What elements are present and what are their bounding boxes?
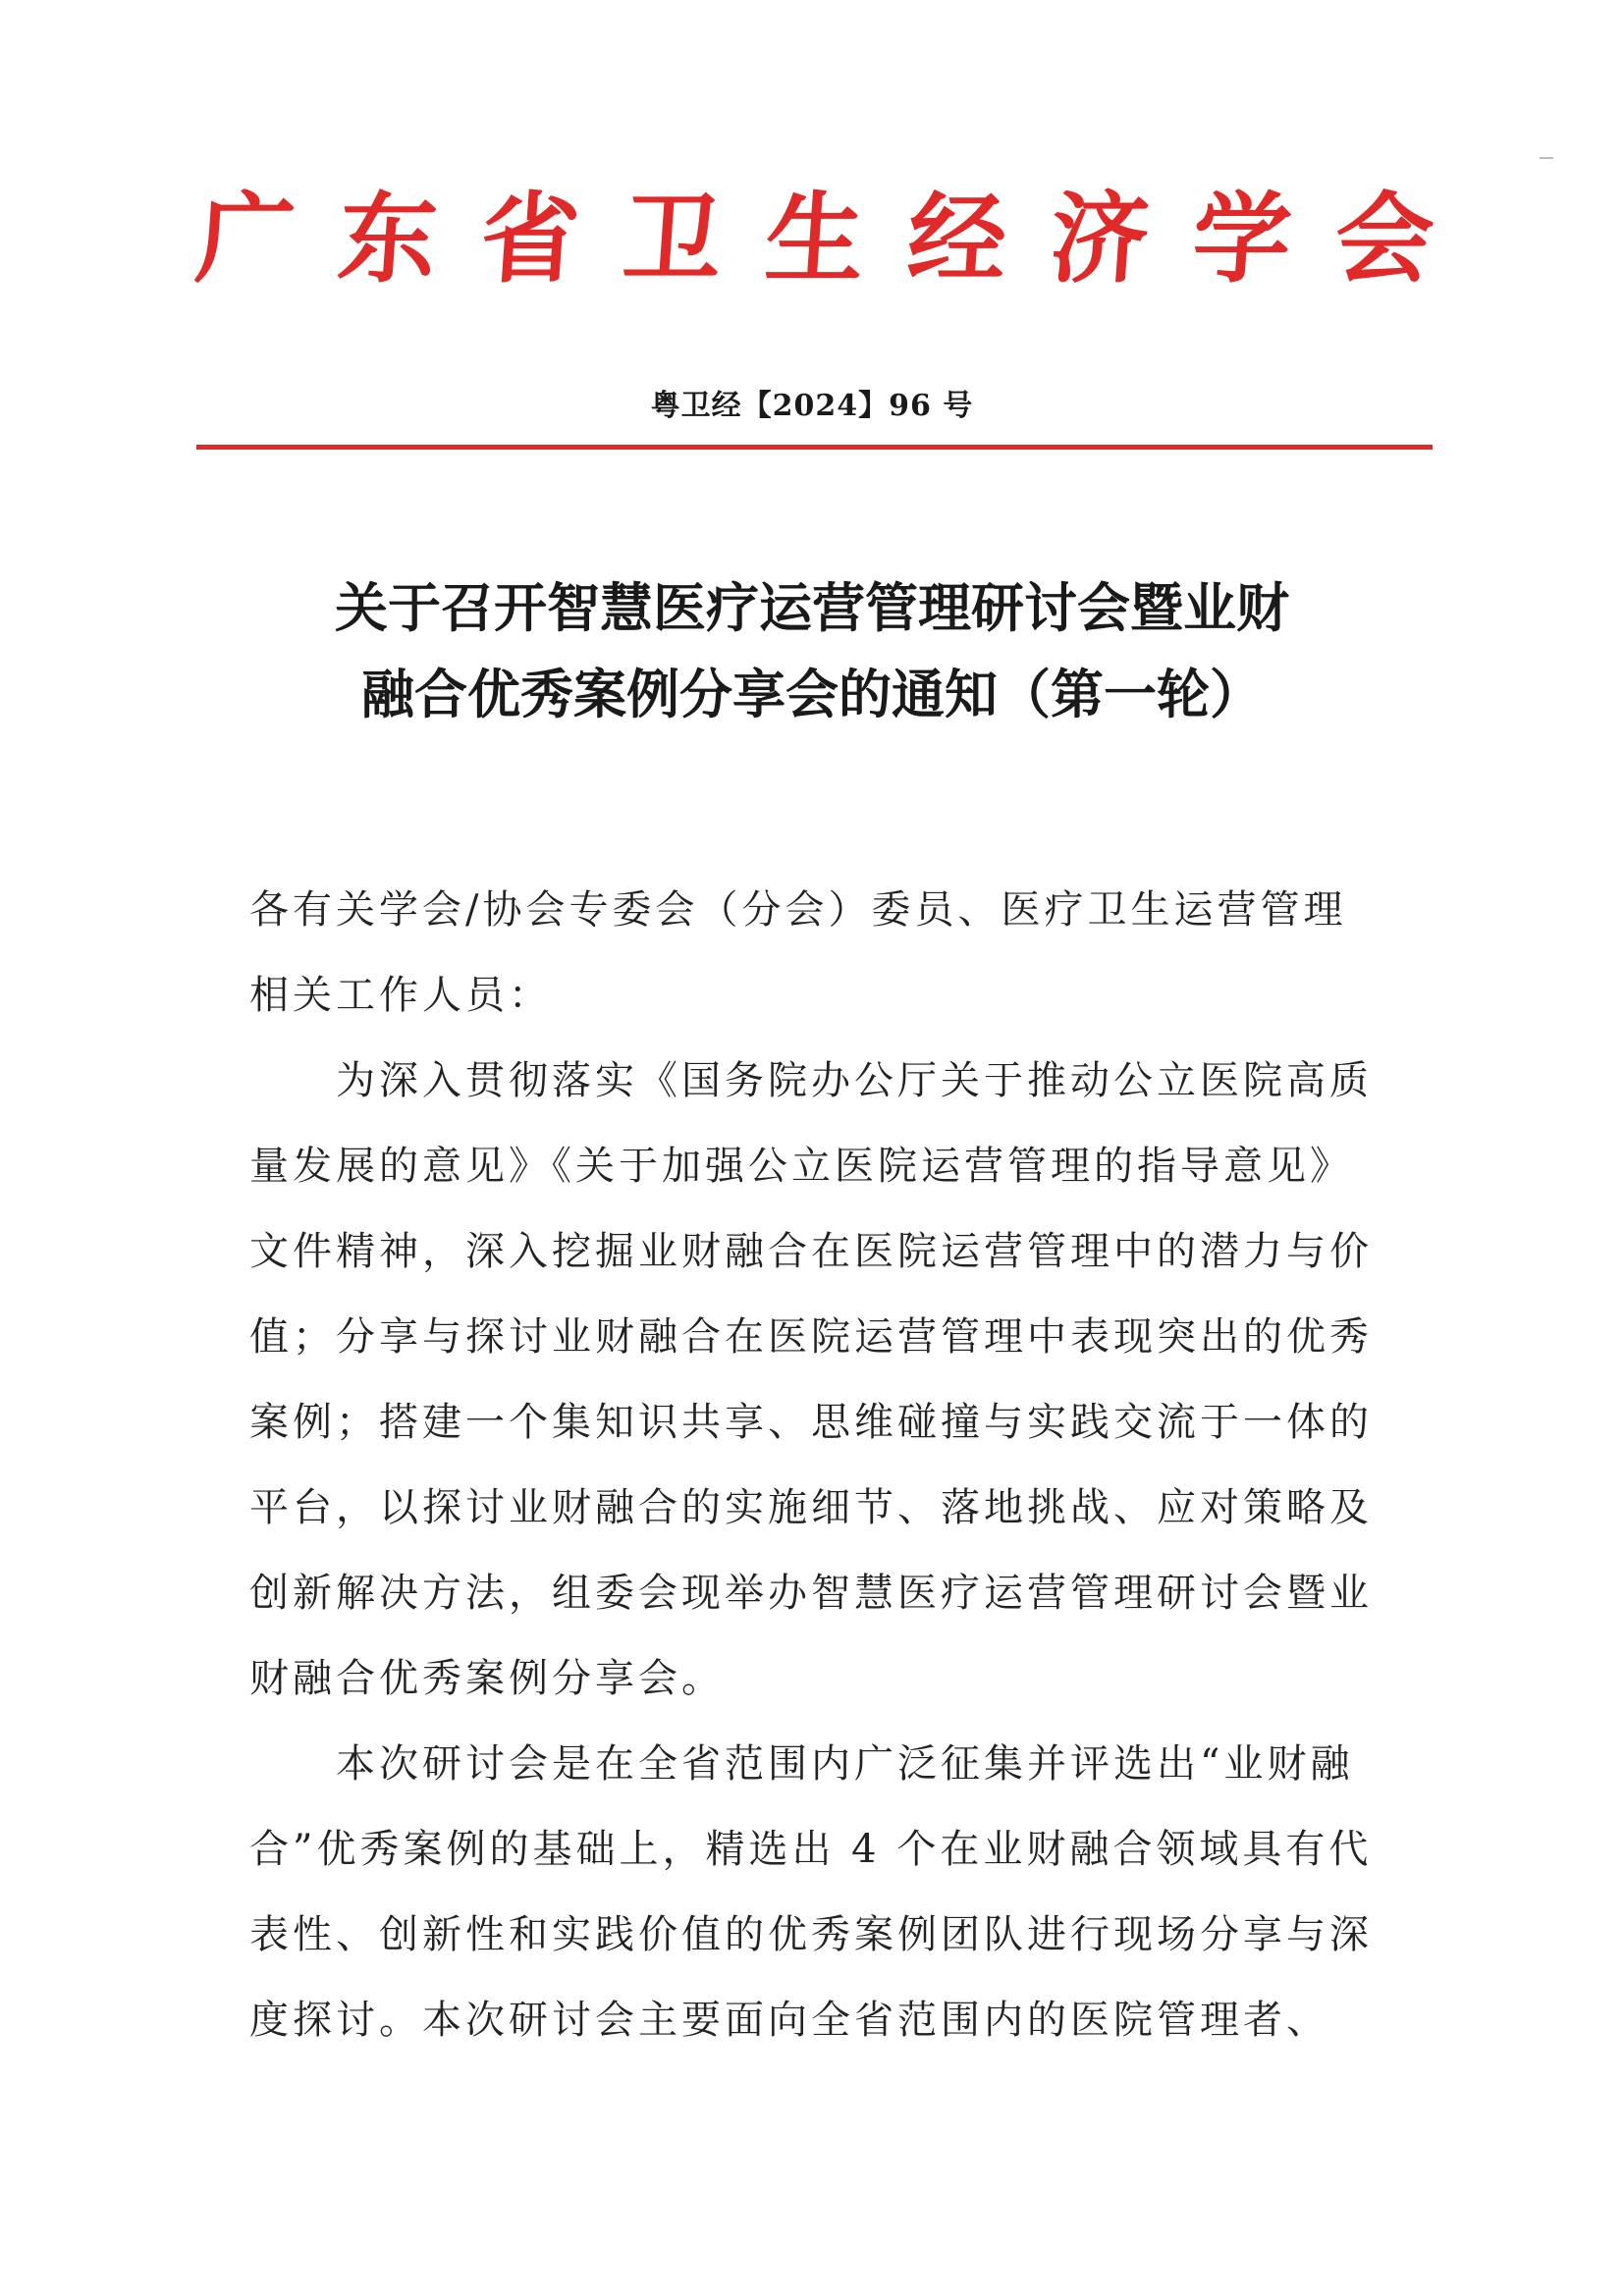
org-header-char: 卫 <box>619 181 727 296</box>
org-header-char: 济 <box>1046 181 1154 296</box>
title-line-2: 融合优秀案例分享会的通知（第一轮） <box>361 664 1263 725</box>
red-divider-rule <box>196 445 1433 450</box>
body-paragraph-2: 本次研讨会是在全省范围内广泛征集并评选出“业财融合”优秀案例的基础上，精选出 4 个在业财融合领域具有代表性、创新性和实践价值的优秀案例团队进行现场分享与深度探讨。本次研讨会主要面向全省范围内的医院管理者、 <box>249 1741 1373 2043</box>
org-header-char: 广 <box>191 181 299 296</box>
org-header-char: 东 <box>334 181 442 296</box>
salutation: 各有关学会/协会专委会（分会）委员、医疗卫生运营管理相关工作人员： <box>249 887 1347 1018</box>
title-line-1: 关于召开智慧医疗运营管理研讨会暨业财 <box>335 577 1289 639</box>
org-header-char: 省 <box>476 181 584 296</box>
org-header-char: 会 <box>1330 181 1438 296</box>
document-number: 粤卫经【2024】96 号 <box>650 389 974 423</box>
org-header-char: 学 <box>1188 181 1296 296</box>
org-header-char: 经 <box>903 181 1011 296</box>
org-header-char: 生 <box>761 181 869 296</box>
org-header-title <box>191 175 1438 302</box>
document-body <box>249 868 1388 2063</box>
corner-mark <box>1540 157 1553 159</box>
body-paragraph-1: 为深入贯彻落实《国务院办公厅关于推动公立医院高质量发展的意见》《关于加强公立医院运营管理的指导意见》文件精神，深入挖掘业财融合在医院运营管理中的潜力与价值；分享与探讨业财融合在医院运营管理中表现突出的优秀案例；搭建一个集知识共享、思维碰撞与实践交流于一体的平台，以探讨业财融合的实施细节、落地挑战、应对策略及创新解决方法，组委会现举办智慧医疗运营管理研讨会暨业财融合优秀案例分享会。 <box>249 1058 1373 1701</box>
document-title <box>196 565 1428 738</box>
